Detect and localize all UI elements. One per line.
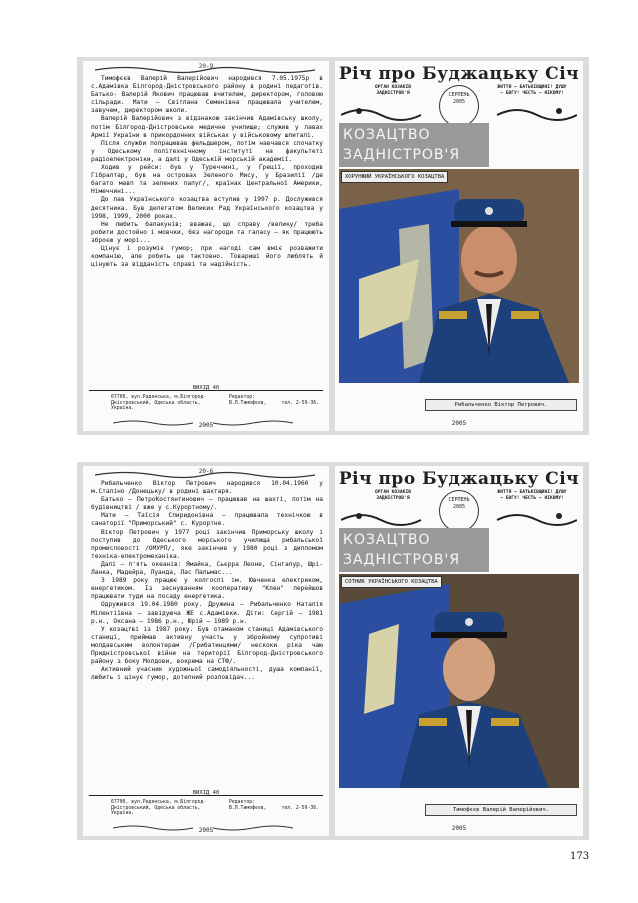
bio-paragraph: У козацтві із 1987 року. Був отаманом станиці Адамівського станиці, приймав активну участь у збройному супротиві молдавським волонтерам /Грибатинцями/ нескоки ріка чаю Придністровської війни на території Білгород-Дністровського району з боку Молдови, вокрема на СТФ/. bbox=[91, 625, 323, 666]
newspaper-title: Річ про Буджацьку Січ bbox=[338, 64, 580, 84]
imprint-editor: Редактор: В.Л.Тимофєєв, bbox=[229, 800, 267, 811]
bio-paragraph: З 1989 року працює у колгоспі ім. Ювченка електриком, енергетиком. Із заснуванням кооперативу "Клен" перейшов працювати туди на посаду енергетика. bbox=[91, 577, 323, 601]
bio-paragraph: Ходив у рейси: був у Туреччині, у Греції, проходив Гібралтар, був на островах Зеленого Мису, у Бразилії /де багато мавп та зелених папуг/, країнах Центральної Америки, Німеччині... bbox=[91, 164, 323, 196]
title-band bbox=[339, 123, 489, 167]
bio-paragraph: Не любить балакунів; вважає, що справу /велику/ треба робити достойно і мовчки, без нагороди та галасу – як працюють зброєю у морі... bbox=[91, 220, 323, 244]
imprint-phone: тел. 2-59-36. bbox=[281, 401, 319, 406]
bio-paragraph: Валерій Валерійович з відзнакою закінчив Адамівську школу, потім Білгород-Дністровське медичне училище; служив у лавах Армії України в прикордонних військах у військовому шпиталі. bbox=[91, 115, 323, 139]
top-ornament bbox=[95, 65, 315, 74]
portrait-illustration bbox=[339, 169, 579, 383]
masthead-ornament bbox=[341, 506, 577, 528]
portrait-page-right bbox=[335, 61, 583, 431]
seal-year: 2005 bbox=[452, 99, 466, 105]
footer-year: 2005 bbox=[451, 420, 467, 427]
newspaper-organ: ОРГАН КОЗАКІВ ЗАДНІСТРОВ'Я bbox=[375, 85, 411, 96]
rank-label: СОТНИК УКРАЇНСЬКОГО КОЗАЦТВА bbox=[341, 576, 442, 588]
footer-year: 2005 bbox=[451, 825, 467, 832]
imprint bbox=[89, 385, 323, 417]
seal-year: 2005 bbox=[452, 504, 466, 510]
bio-paragraph: До лав Українського козацтва вступив у 1997 р. Дослужився десятника. Був делегатом Великих Рад Українського козацтва у 1998, 1999, 2000 роках. bbox=[91, 196, 323, 220]
bio-page-left bbox=[83, 61, 329, 431]
band-line-1: КОЗАЦТВО bbox=[343, 127, 431, 143]
band-line-2: ЗАДНІСТРОВ'Я bbox=[343, 147, 461, 163]
title-band bbox=[339, 528, 489, 572]
bio-paragraph: Далі – п'ять океанів: Ямайка, Сьєрра Леоне, Сінгапур, Шрі-Ланка, Мадейра, Луанда, Лас Пальмас... bbox=[91, 560, 323, 577]
top-ornament bbox=[95, 470, 315, 479]
portrait-photo bbox=[339, 169, 579, 383]
page-label: 20-6 bbox=[198, 468, 214, 475]
rank-label: ХОРУНЖИЙ УКРАЇНСЬКОГО КОЗАЦТВА bbox=[341, 171, 448, 183]
portrait-caption: Тимофєєв Валерій Валерійович. bbox=[425, 804, 577, 816]
band-line-2: ЗАДНІСТРОВ'Я bbox=[343, 552, 461, 568]
imprint-editor: Редактор: В.Л.Тимофєєв, bbox=[229, 395, 267, 406]
newspaper-organ: ОРГАН КОЗАКІВ ЗАДНІСТРОВ'Я bbox=[375, 490, 411, 501]
footer-year: 2005 bbox=[198, 422, 214, 429]
newspaper-motto: ЖИТТЯ – БАТЬКІВЩИНІ! ДУШУ – БОГУ! ЧЕСТЬ – НІКОМУ! bbox=[497, 490, 567, 501]
seal-month: СЕРПЕНЬ bbox=[448, 497, 470, 503]
newspaper-motto: ЖИТТЯ – БАТЬКІВЩИНІ! ДУШУ – БОГУ! ЧЕСТЬ – НІКОМУ! bbox=[497, 85, 567, 96]
bio-text bbox=[91, 480, 323, 682]
band-line-1: КОЗАЦТВО bbox=[343, 532, 431, 548]
issue-number: ВИХІД 40 bbox=[192, 385, 220, 391]
imprint-address: 67700, вул.Радянська, м.Білгород-Дністровський, Одеська область, Україна. bbox=[111, 800, 207, 817]
imprint-phone: тел. 2-59-36. bbox=[281, 806, 319, 811]
bio-paragraph: Одружився 19.04.1980 року. Дружина – Рибальченко Наталія Мілентіївна – завідуюча ЖЕ с.Адамівки. Діти: Сергій – 1981 р.н., Оксана – 1986 р.н., Юрій – 1989 р.н. bbox=[91, 601, 323, 625]
masthead-ornament bbox=[341, 101, 577, 123]
bio-paragraph: Цінує і розуміє гумор; при нагоді сам вміє розважити компанію, але робить це тактовно. Товариші його люблять й цінують за відданість справі та надійність. bbox=[91, 244, 323, 269]
footer-year: 2005 bbox=[198, 827, 214, 834]
issue-number: ВИХІД 40 bbox=[192, 790, 220, 796]
bio-paragraph: Батько – ПетроКостянтинович – працював на шахті, потім на будівництві / вже у с.Курортному/. bbox=[91, 496, 323, 512]
newspaper-title: Річ про Буджацьку Січ bbox=[338, 469, 580, 489]
bio-paragraph: Віктор Петрович у 1977 році закінчив Приморську школу і поступив до Одеського морського училища рибальської промисловості /ОМУРП/, яке закінчив у 1980 році з дипломом техніка-електромеханіка. bbox=[91, 528, 323, 560]
bio-text bbox=[91, 75, 323, 269]
bio-page-left bbox=[83, 466, 329, 836]
portrait-photo bbox=[339, 574, 579, 788]
spread-top bbox=[77, 57, 589, 435]
portrait-page-right bbox=[335, 466, 583, 836]
spread-bottom bbox=[77, 462, 589, 840]
imprint bbox=[89, 790, 323, 822]
bio-paragraph: Після служби попрацював фельдшером, потім навчався спочатку у Одеському політехнічному інституті на факультеті радіоелектроніки, а далі у Одеській морській академії. bbox=[91, 139, 323, 163]
portrait-illustration bbox=[339, 574, 579, 788]
bio-paragraph: Рибальченко Віктор Петрович народився 10.04.1960 у м.Сталіно /Донецьку/ в родині шахтаря. bbox=[91, 480, 323, 496]
imprint-address: 67700, вул.Радянська, м.Білгород-Дністровський, Одеська область, Україна. bbox=[111, 395, 207, 412]
bio-paragraph: Активний учасник художньої самодіяльності, душа компанії, любить і цінує гумор, дотепний розповідач... bbox=[91, 666, 323, 682]
seal-month: СЕРПЕНЬ bbox=[448, 92, 470, 98]
page-number: 173 bbox=[570, 851, 590, 862]
bio-paragraph: Тимофєєв Валерій Валерійович народився 7.05.1975р в с.Адамівка Білгород-Дністровського району в родині педагогів. Батько- Валерій Якович працював вчителем, директором, головою сільради. Мати – Світлана Семенівна працювала учителем, завучем, директором школи. bbox=[91, 75, 323, 115]
page-label: 20-9 bbox=[198, 63, 214, 70]
portrait-caption: Рибальченко Віктор Петрович. bbox=[425, 399, 577, 411]
bio-paragraph: Мати – Таїсія Спиридонівна – працювала технічкою в санаторії "Приморський" с. Курортне. bbox=[91, 512, 323, 528]
